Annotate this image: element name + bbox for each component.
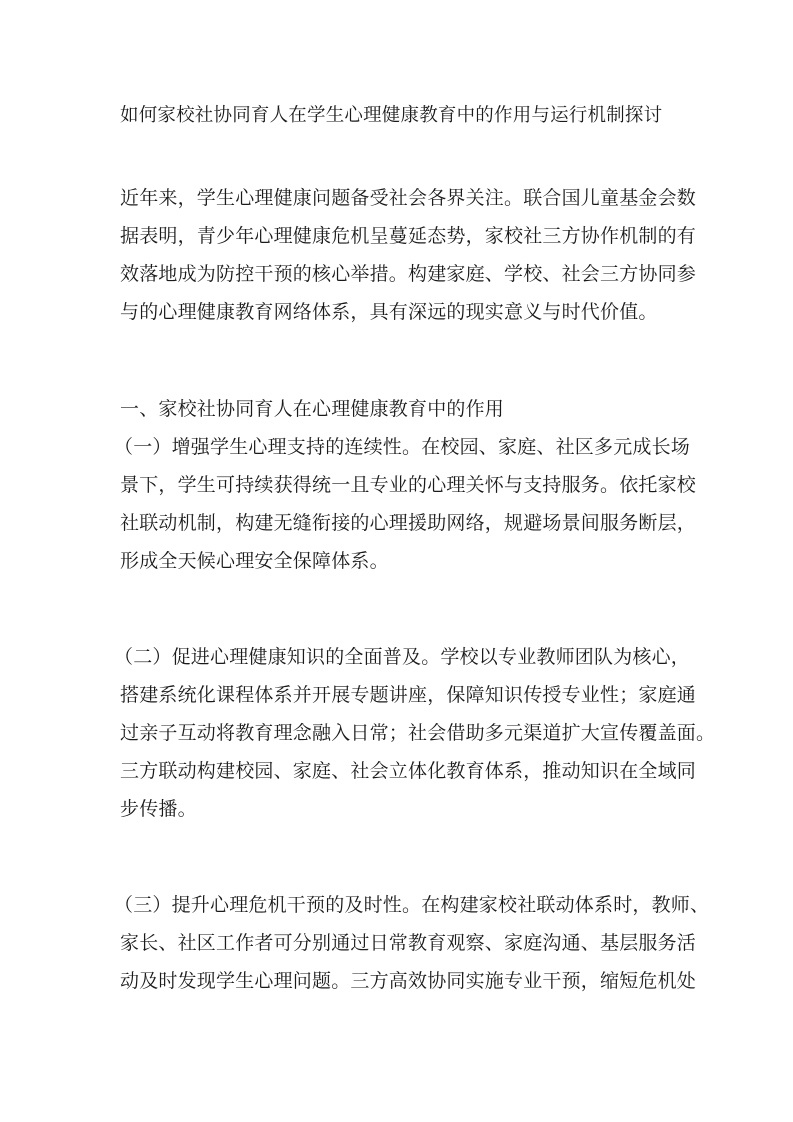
paragraph-line: 三方联动构建校园、家庭、社会立体化教育体系，推动知识在全域同 — [120, 760, 697, 782]
paragraph-line: 家长、社区工作者可分别通过日常教育观察、家庭沟通、基层服务活 — [120, 932, 697, 954]
paragraph-line: （三）提升心理危机干预的及时性。在构建家校社联动体系时，教师、 — [114, 894, 710, 916]
paragraph-line: 搭建系统化课程体系并开展专题讲座，保障知识传授专业性；家庭通 — [120, 684, 697, 706]
intro-line: 据表明，青少年心理健康危机呈蔓延态势，家校社三方协作机制的有 — [120, 225, 697, 247]
paragraph-line: 社联动机制，构建无缝衔接的心理援助网络，规避场景间服务断层， — [120, 512, 697, 534]
paragraph-line: 景下，学生可持续获得统一且专业的心理关怀与支持服务。依托家校 — [120, 474, 697, 496]
intro-line: 与的心理健康教育网络体系，具有深远的现实意义与时代价值。 — [120, 301, 658, 323]
document-title: 如何家校社协同育人在学生心理健康教育中的作用与运行机制探讨 — [120, 105, 663, 126]
intro-line: 近年来，学生心理健康问题备受社会各界关注。联合国儿童基金会数 — [120, 187, 697, 209]
paragraph-line: 动及时发现学生心理问题。三方高效协同实施专业干预，缩短危机处 — [120, 970, 697, 992]
paragraph-line: 步传播。 — [120, 798, 197, 820]
paragraph-line: （一）增强学生心理支持的连续性。在校园、家庭、社区多元成长场 — [114, 436, 691, 458]
paragraph-line: （二）促进心理健康知识的全面普及。学校以专业教师团队为核心， — [114, 646, 691, 668]
paragraph-line: 过亲子互动将教育理念融入日常；社会借助多元渠道扩大宣传覆盖面。 — [120, 722, 716, 744]
paragraph-line: 形成全天候心理安全保障体系。 — [120, 550, 389, 572]
intro-line: 效落地成为防控干预的核心举措。构建家庭、学校、社会三方协同参 — [120, 263, 697, 285]
section-heading: 一、家校社协同育人在心理健康教育中的作用 — [120, 398, 505, 420]
